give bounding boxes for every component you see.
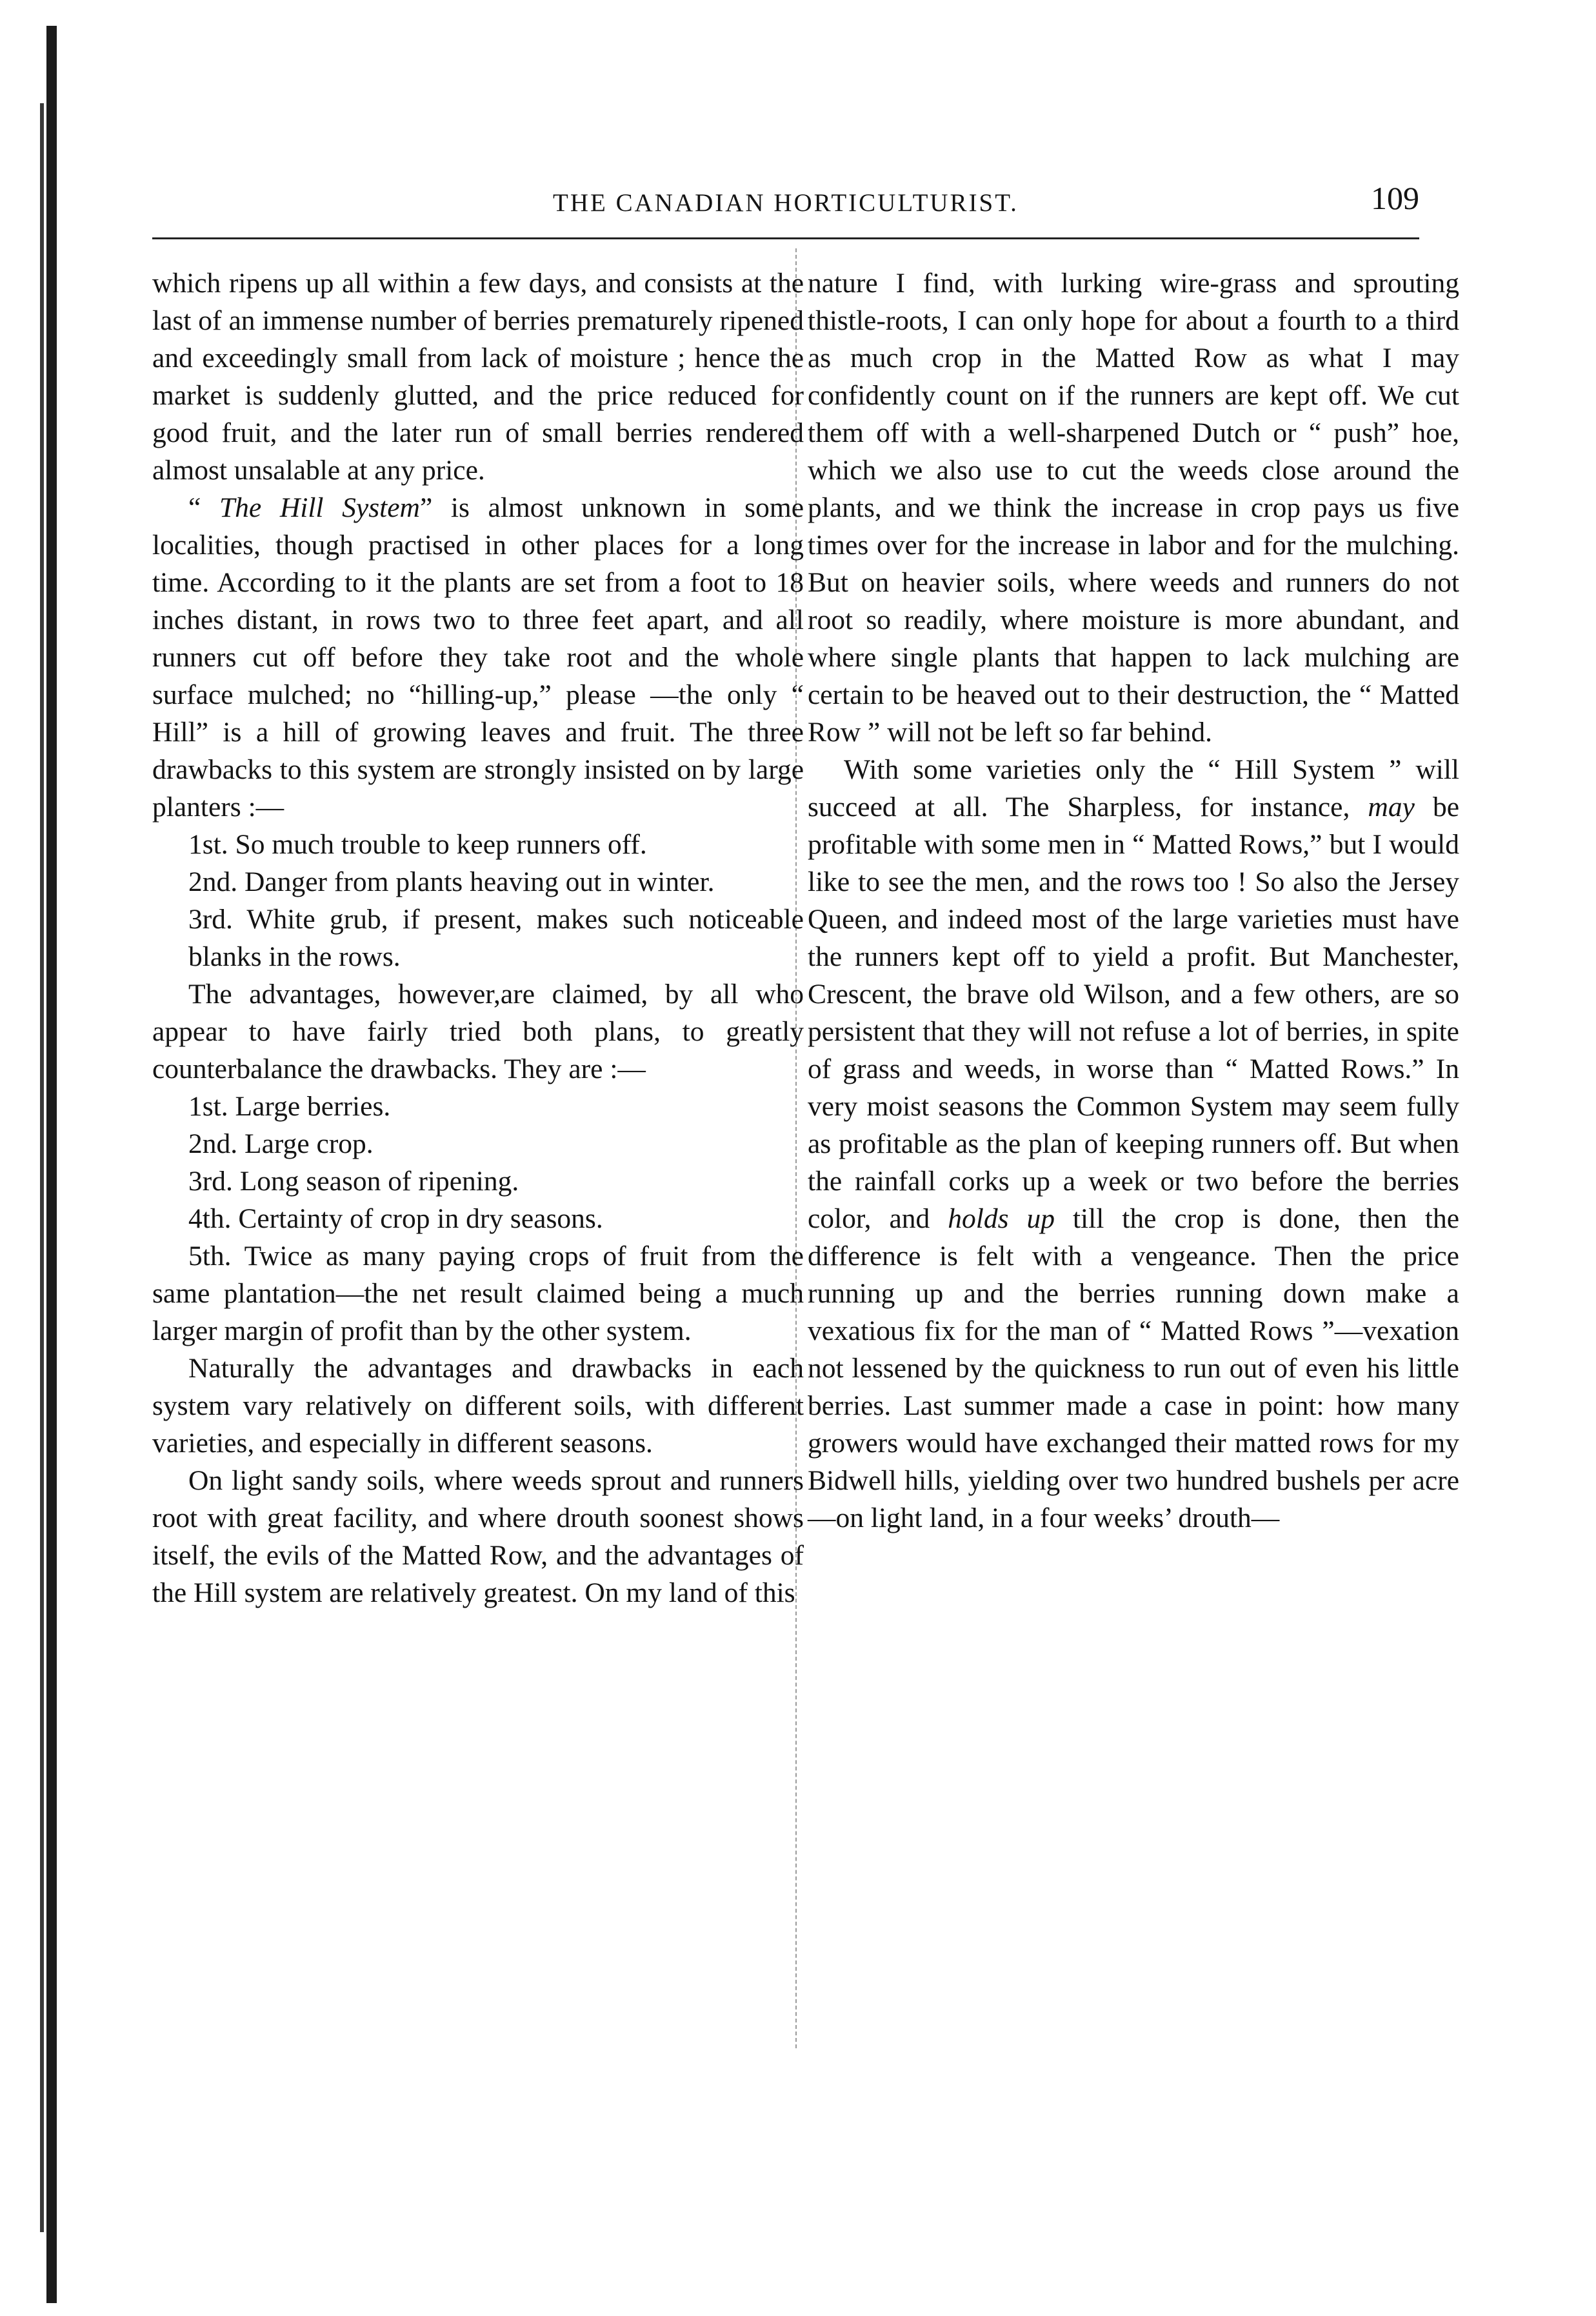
page-number: 109 xyxy=(1371,180,1419,216)
right-paragraph-1: nature I find, with lurking wire-grass and sprouting thistle-roots, I can only hope for about a fourth to a third as much crop in the Matted Row as what I may confidently count on if the runners are kept off. We cut them off with a well-sharpened Dutch or “ push” hoe, which we also use to cut the weeds close around the plants, and we think the increase in crop pays us five times over for the increase in labor and for the mulching. But on heavier soils, where weeds and runners do not root so readily, where moisture is more abundant, and where single plants that happen to lack mulching are certain to be heaved out to their destruction, the “ Matted Row ” will not be left so far behind. xyxy=(808,268,1459,748)
hill-system-text: ” is almost unknown in some localities, though practised in other places for a long time. According to it the plants are set from a foot to 18 inches distant, in rows two to three feet apart, and all runners cut off before they take root and the whole surface mulched; no “hilling-up,” please —the only “ Hill” is a hill of growing leaves and fruit. The three drawbacks to this system are strongly insisted on by large planters :— xyxy=(152,492,804,823)
right-column xyxy=(808,265,1459,1537)
varieties-text-a: With some varieties only the “ Hill System ” will succeed at all. The Sharpless, for instance, xyxy=(808,754,1459,823)
drawbacks-list xyxy=(152,826,804,975)
drawback-item-3: 3rd. White grub, if present, makes such noticeable blanks in the rows. xyxy=(188,904,804,972)
binding-shadow xyxy=(40,103,44,2232)
running-head: THE CANADIAN HORTICULTURIST. xyxy=(553,189,1019,217)
advantage-item-3: 3rd. Long season of ripening. xyxy=(188,1166,519,1197)
page-header xyxy=(152,179,1419,225)
left-paragraph-advantages: The advantages, however,are claimed, by all who appear to have fairly tried both plans, to greatly counterbalance the drawbacks. They are :— xyxy=(152,979,804,1084)
left-column xyxy=(152,265,804,1612)
hill-system-open-quote: “ xyxy=(188,492,219,523)
advantages-list xyxy=(152,1088,804,1350)
right-paragraph-2 xyxy=(808,751,1459,1537)
advantage-item-4: 4th. Certainty of crop in dry seasons. xyxy=(188,1203,603,1234)
left-paragraph-naturally: Naturally the advantages and drawbacks in each system vary relatively on different soils, with different varieties, and especially in different seasons. xyxy=(152,1353,804,1459)
varieties-text-c: till the crop is done, then the difference is felt with a vengeance. Then the price running up and the berries running down make a vexatious fix for the man of “ Matted Rows ”—vexation not lessened by the quickness to run out of even his little berries. Last summer made a case in point: how many growers would have exchanged their matted rows for my Bidwell hills, yielding over two hundred bushels per acre—on light land, in a four weeks’ drouth— xyxy=(808,1203,1460,1533)
holds-up-emphasis: holds up xyxy=(948,1203,1055,1234)
advantage-item-1: 1st. Large berries. xyxy=(188,1091,391,1122)
drawback-item-2: 2nd. Danger from plants heaving out in winter. xyxy=(188,866,715,897)
header-rule xyxy=(152,237,1419,239)
left-paragraph-hill-system xyxy=(152,489,804,826)
left-paragraph-light-soils: On light sandy soils, where weeds sprout and runners root with great facility, and where drouth soonest shows itself, the evils of the Matted Row, and the advantages of the Hill system are relatively greatest. On my land of this xyxy=(152,1465,804,1608)
hill-system-title: The Hill System xyxy=(219,492,420,523)
binding-edge xyxy=(46,26,57,2303)
may-emphasis: may xyxy=(1368,792,1415,823)
advantage-item-2: 2nd. Large crop. xyxy=(188,1128,374,1159)
drawback-item-1: 1st. So much trouble to keep runners off. xyxy=(188,829,647,860)
varieties-text-b: be profitable with some men in “ Matted Rows,” but I would like to see the men, and the rows too ! So also the Jersey Queen, and indeed most of the large varieties must have the runners kept off to yield a profit. But Manchester, Crescent, the brave old Wilson, and a few others, are so persistent that they will not refuse a lot of berries, in spite of grass and weeds, in worse than “ Matted Rows.” In very moist seasons the Common System may seem fully as profitable as the plan of keeping runners off. But when the rainfall corks up a week or two before the berries color, and xyxy=(808,792,1460,1234)
advantage-item-5: 5th. Twice as many paying crops of fruit from the same plantation—the net result claimed being a much larger margin of profit than by the other system. xyxy=(152,1241,804,1346)
left-paragraph-1: which ripens up all within a few days, and consists at the last of an immense number of berries prematurely ripened and exceedingly small from lack of moisture ; hence the market is suddenly glutted, and the price reduced for good fruit, and the later run of small berries rendered almost unsalable at any price. xyxy=(152,268,804,486)
